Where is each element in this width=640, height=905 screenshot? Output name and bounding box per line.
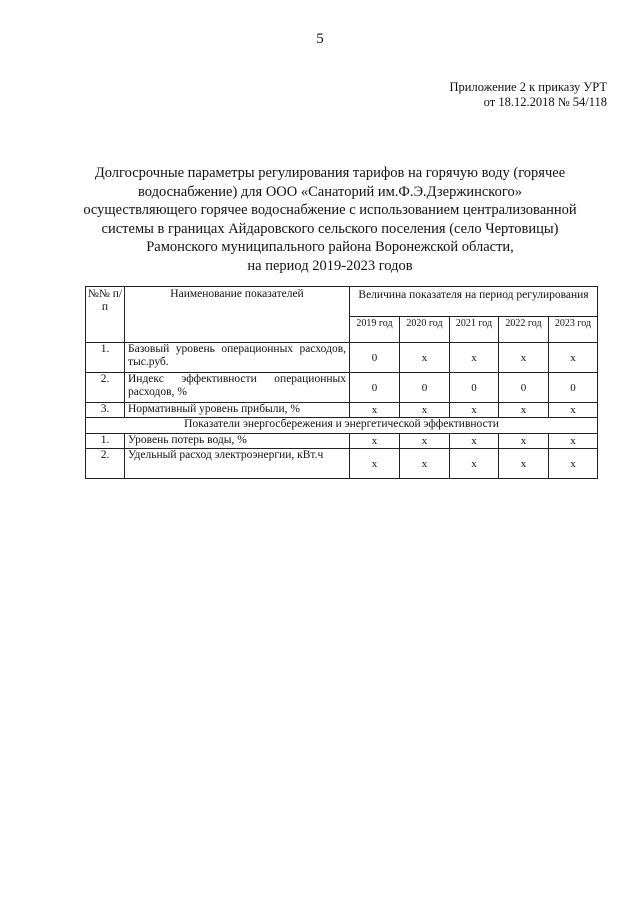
header-year: 2019 год (350, 317, 400, 343)
row-value: x (450, 343, 499, 373)
section-header-row (86, 418, 598, 434)
table-row (86, 343, 598, 373)
header-year: 2021 год (450, 317, 499, 343)
row-value: x (549, 403, 598, 418)
row-value: x (350, 434, 400, 449)
title-line: Рамонского муниципального района Воронежской области, (146, 239, 514, 255)
appendix-order-date: от 18.12.2018 № 54/118 (483, 95, 607, 109)
row-value: x (450, 434, 499, 449)
row-value: x (450, 403, 499, 418)
table-row (86, 449, 598, 479)
row-name: Индекс эффективности операционных расходов, % (125, 373, 350, 403)
row-value: x (499, 343, 549, 373)
row-value: 0 (450, 373, 499, 403)
appendix-reference (450, 80, 608, 110)
parameters-table (85, 286, 598, 479)
table-row (86, 434, 598, 449)
table-row (86, 403, 598, 418)
header-year: 2020 год (400, 317, 450, 343)
row-value: x (450, 449, 499, 479)
row-value: 0 (350, 343, 400, 373)
row-name: Нормативный уровень прибыли, % (125, 403, 350, 418)
row-value: x (350, 449, 400, 479)
row-value: x (400, 434, 450, 449)
row-value: x (499, 434, 549, 449)
title-line: осуществляющего горячее водоснабжение с использованием централизованной (83, 202, 577, 218)
row-value: x (400, 403, 450, 418)
title-line: на период 2019-2023 годов (247, 257, 413, 274)
document-title (60, 164, 600, 275)
row-name: Базовый уровень операционных расходов, тыс.руб. (125, 343, 350, 373)
row-number: 2. (86, 373, 125, 403)
row-name: Удельный расход электроэнергии, кВт.ч (125, 449, 350, 479)
table-header-row (86, 287, 598, 317)
row-value: x (350, 403, 400, 418)
row-value: x (549, 449, 598, 479)
row-name: Уровень потерь воды, % (125, 434, 350, 449)
header-value: Величина показателя на период регулирования (350, 287, 598, 317)
header-year: 2022 год (499, 317, 549, 343)
row-value: x (400, 449, 450, 479)
row-value: 0 (499, 373, 549, 403)
title-line: водоснабжение) для ООО «Санаторий им.Ф.Э.Дзержинского» (138, 183, 522, 200)
appendix-line: Приложение 2 к приказу УРТ (449, 80, 607, 94)
section-title: Показатели энергосбережения и энергетической эффективности (86, 418, 598, 434)
row-value: x (499, 403, 549, 418)
row-value: 0 (549, 373, 598, 403)
row-value: 0 (400, 373, 450, 403)
row-number: 2. (86, 449, 125, 479)
header-name: Наименование показателей (125, 287, 350, 343)
page-number: 5 (316, 31, 324, 47)
row-value: 0 (350, 373, 400, 403)
row-value: x (549, 434, 598, 449)
row-value: x (549, 343, 598, 373)
header-num: №№ п/п (86, 287, 125, 343)
title-line: Долгосрочные параметры регулирования тарифов на горячую воду (горячее (94, 165, 566, 181)
title-line: системы в границах Айдаровского сельского поселения (село Чертовицы) (101, 220, 559, 237)
row-value: x (400, 343, 450, 373)
row-value: x (499, 449, 549, 479)
row-number: 1. (86, 434, 125, 449)
row-number: 3. (86, 403, 125, 418)
header-year: 2023 год (549, 317, 598, 343)
table-row (86, 373, 598, 403)
row-number: 1. (86, 343, 125, 373)
